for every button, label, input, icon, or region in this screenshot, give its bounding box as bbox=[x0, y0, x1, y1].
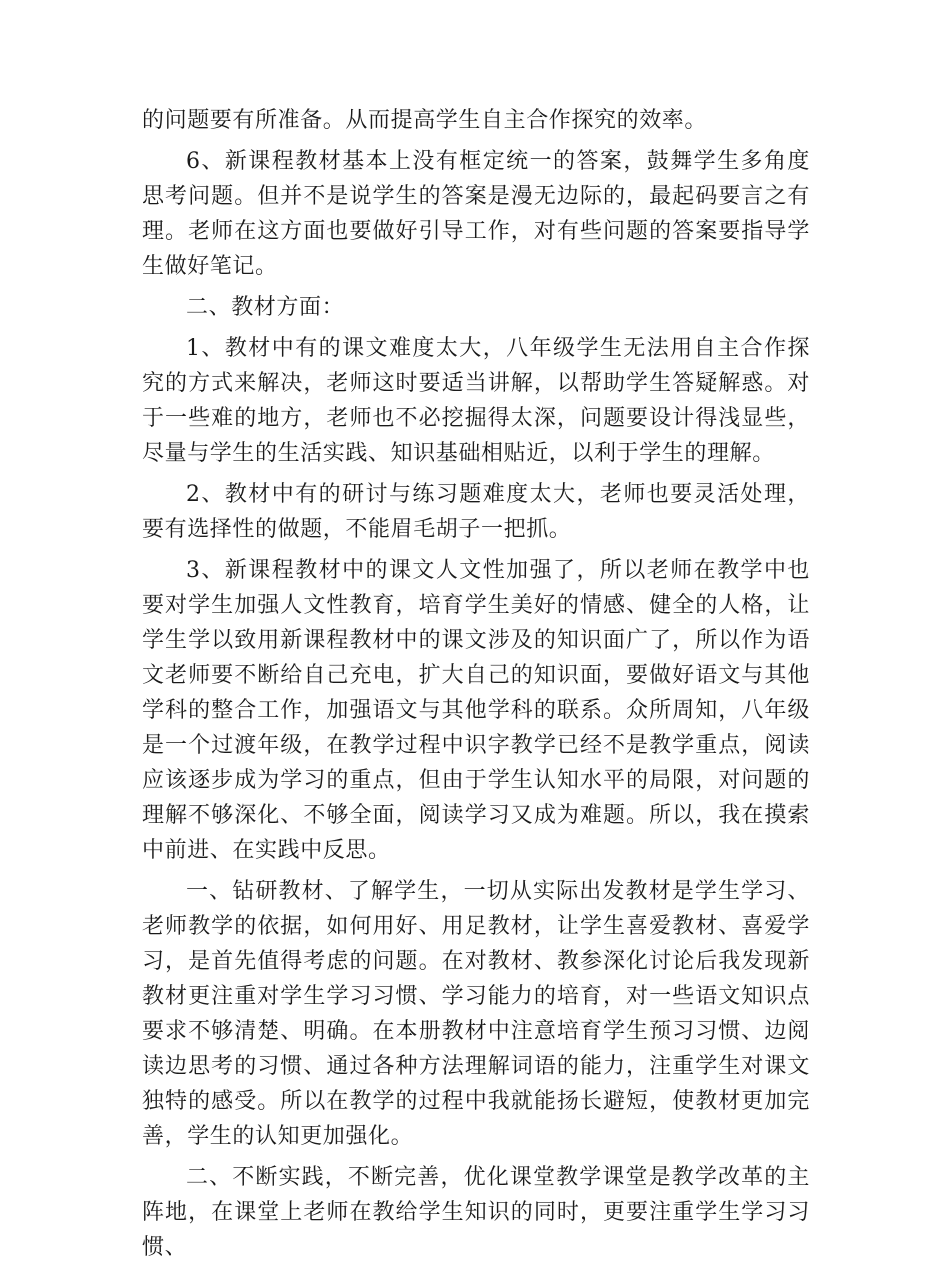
paragraph-continuation: 的问题要有所准备。从而提高学生自主合作探究的效率。 bbox=[142, 108, 708, 133]
document-page bbox=[142, 103, 810, 1271]
paragraph-study-materials: 一、钻研教材、了解学生，一切从实际出发教材是学生学习、老师教学的依据，如何用好、用足教材，让学生喜爱教材、喜爱学习，是首先值得考虑的问题。在对教材、教参深化讨论后我发现新教材更注重对学生学习习惯、学习能力的培育，对一些语文知识点要求不够清楚、明确。在本册教材中注意培育学生预习习惯、边阅读边思考的习惯、通过各种方法理解词语的能力，注重学生对课文独特的感受。所以在教学的过程中我就能扬长避短，使教材更加完善，学生的认知更加强化。 bbox=[142, 879, 810, 1149]
paragraph-practice: 二、不断实践，不断完善，优化课堂教学课堂是教学改革的主阵地，在课堂上老师在教给学生知识的同时，更要注重学生学习习惯、 bbox=[142, 1165, 810, 1260]
paragraph-item-2: 2、教材中有的研讨与练习题难度太大，老师也要灵活处理，要有选择性的做题，不能眉毛胡子一把抓。 bbox=[142, 482, 810, 542]
paragraph-item-6: 6、新课程教材基本上没有框定统一的答案，鼓舞学生多角度思考问题。但并不是说学生的答案是漫无边际的，最起码要言之有理。老师在这方面也要做好引导工作，对有些问题的答案要指导学生做好笔记。 bbox=[142, 149, 810, 279]
paragraph-item-3: 3、新课程教材中的课文人文性加强了，所以老师在教学中也要对学生加强人文性教育，培育学生美好的情感、健全的人格，让学生学以致用新课程教材中的课文涉及的知识面广了，所以作为语文老师要不断给自己充电，扩大自己的知识面，要做好语文与其他学科的整合工作，加强语文与其他学科的联系。众所周知，八年级是一个过渡年级，在教学过程中识字教学已经不是教学重点，阅读应该逐步成为学习的重点，但由于学生认知水平的局限，对问题的理解不够深化、不够全面，阅读学习又成为难题。所以，我在摸索中前进、在实践中反思。 bbox=[142, 558, 810, 863]
section-heading-textbook: 二、教材方面： bbox=[186, 295, 345, 320]
paragraph-item-1: 1、教材中有的课文难度太大，八年级学生无法用自主合作探究的方式来解决，老师这时要适当讲解，以帮助学生答疑解惑。对于一些难的地方，老师也不必挖掘得太深，问题要设计得浅显些，尽量与学生的生活实践、知识基础相贴近，以利于学生的理解。 bbox=[142, 336, 810, 466]
